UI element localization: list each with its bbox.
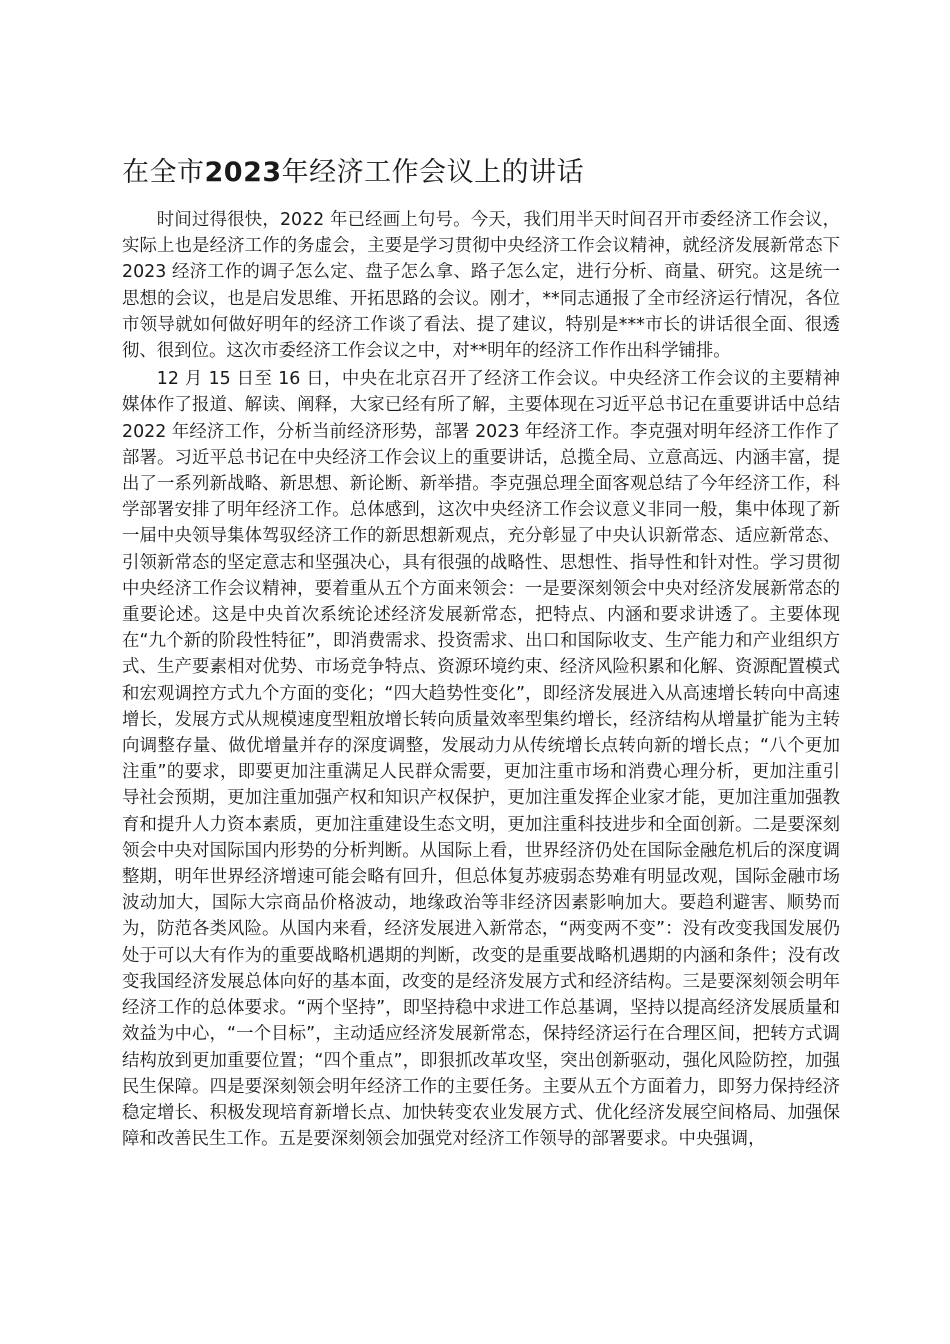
paragraph-1: 时间过得很快，2022 年已经画上句号。今天，我们用半天时间召开市委经济工作会议，实际上也是经济工作的务虚会，主要是学习贯彻中央经济工作会议精神，就经济发展新常态下 2023 经济工作的调子怎么定、盘子怎么拿、路子怎么定，进行分析、商量、研究。这是统一思想的会议，也是启发思维、开拓思路的会议。刚才，**同志通报了全市经济运行情况，各位市领导就如何做好明年的经济工作谈了看法、提了建议，特别是***市长的讲话很全面、很透彻、很到位。这次市委经济工作会议之中，对**明年的经济工作作出科学铺排。 [122,210,840,362]
paragraph-2: 12 月 15 日至 16 日，中央在北京召开了经济工作会议。中央经济工作会议的主要精神媒体作了报道、解读、阐释，大家已经有所了解，主要体现在习近平总书记在重要讲话中总结 2022 年经济工作，分析当前经济形势，部署 2023 年经济工作。李克强对明年经济工作作了部署。习近平总书记在中央经济工作会议上的重要讲话，总揽全局、立意高远、内涵丰富，提出了一系列新战略、新思想、新论断、新举措。李克强总理全面客观总结了今年经济工作，科学部署安排了明年经济工作。总体感到，这次中央经济工作会议意义非同一般，集中体现了新一届中央领导集体驾驭经济工作的新思想新观点，充分彰显了中央认识新常态、适应新常态、引领新常态的坚定意志和坚强决心，具有很强的战略性、思想性、指导性和针对性。学习贯彻中央经济工作会议精神，要着重从五个方面来领会：一是要深刻领会中央对经济发展新常态的重要论述。这是中央首次系统论述经济发展新常态，把特点、内涵和要求讲透了。主要体现在“九个新的阶段性特征”，即消费需求、投资需求、出口和国际收支、生产能力和产业组织方式、生产要素相对优势、市场竞争特点、资源环境约束、经济风险积累和化解、资源配置模式和宏观调控方式九个方面的变化；“四大趋势性变化”，即经济发展进入从高速增长转向中高速增长，发展方式从规模速度型粗放增长转向质量效率型集约增长，经济结构从增量扩能为主转向调整存量、做优增量并存的深度调整，发展动力从传统增长点转向新的增长点；“八个更加注重”的要求，即要更加注重满足人民群众需要，更加注重市场和消费心理分析，更加注重引导社会预期，更加注重加强产权和知识产权保护，更加注重发挥企业家才能，更加注重加强教育和提升人力资本素质，更加注重建设生态文明，更加注重科技进步和全面创新。二是要深刻领会中央对国际国内形势的分析判断。从国际上看，世界经济仍处在国际金融危机后的深度调整期，明年世界经济增速可能会略有回升，但总体复苏疲弱态势难有明显改观，国际金融市场波动加大，国际大宗商品价格波动，地缘政治等非经济因素影响加大。要趋利避害、顺势而为，防范各类风险。从国内来看，经济发展进入新常态，“两变两不变”：没有改变我国发展仍处于可以大有作为的重要战略机遇期的判断，改变的是重要战略机遇期的内涵和条件；没有改变我国经济发展总体向好的基本面，改变的是经济发展方式和经济结构。三是要深刻领会明年经济工作的总体要求。“两个坚持”，即坚持稳中求进工作总基调，坚持以提高经济发展质量和效益为中心，“一个目标”，主动适应经济发展新常态，保持经济运行在合理区间，把转方式调结构放到更加重要位置；“四个重点”，即狠抓改革攻坚，突出创新驱动，强化风险防控，加强民生保障。四是要深刻领会明年经济工作的主要任务。主要从五个方面着力，即努力保持经济稳定增长、积极发现培育新增长点、加快转变农业发展方式、优化经济发展空间格局、加强保障和改善民生工作。五是要深刻领会加强党对经济工作领导的部署要求。中央强调， [122,369,840,1150]
document-body [122,207,840,1154]
document-title [122,153,842,193]
title-year: 2023 [204,157,282,188]
title-suffix: 年经济工作会议上的讲话 [281,157,585,188]
title-prefix: 在全市 [122,157,205,188]
